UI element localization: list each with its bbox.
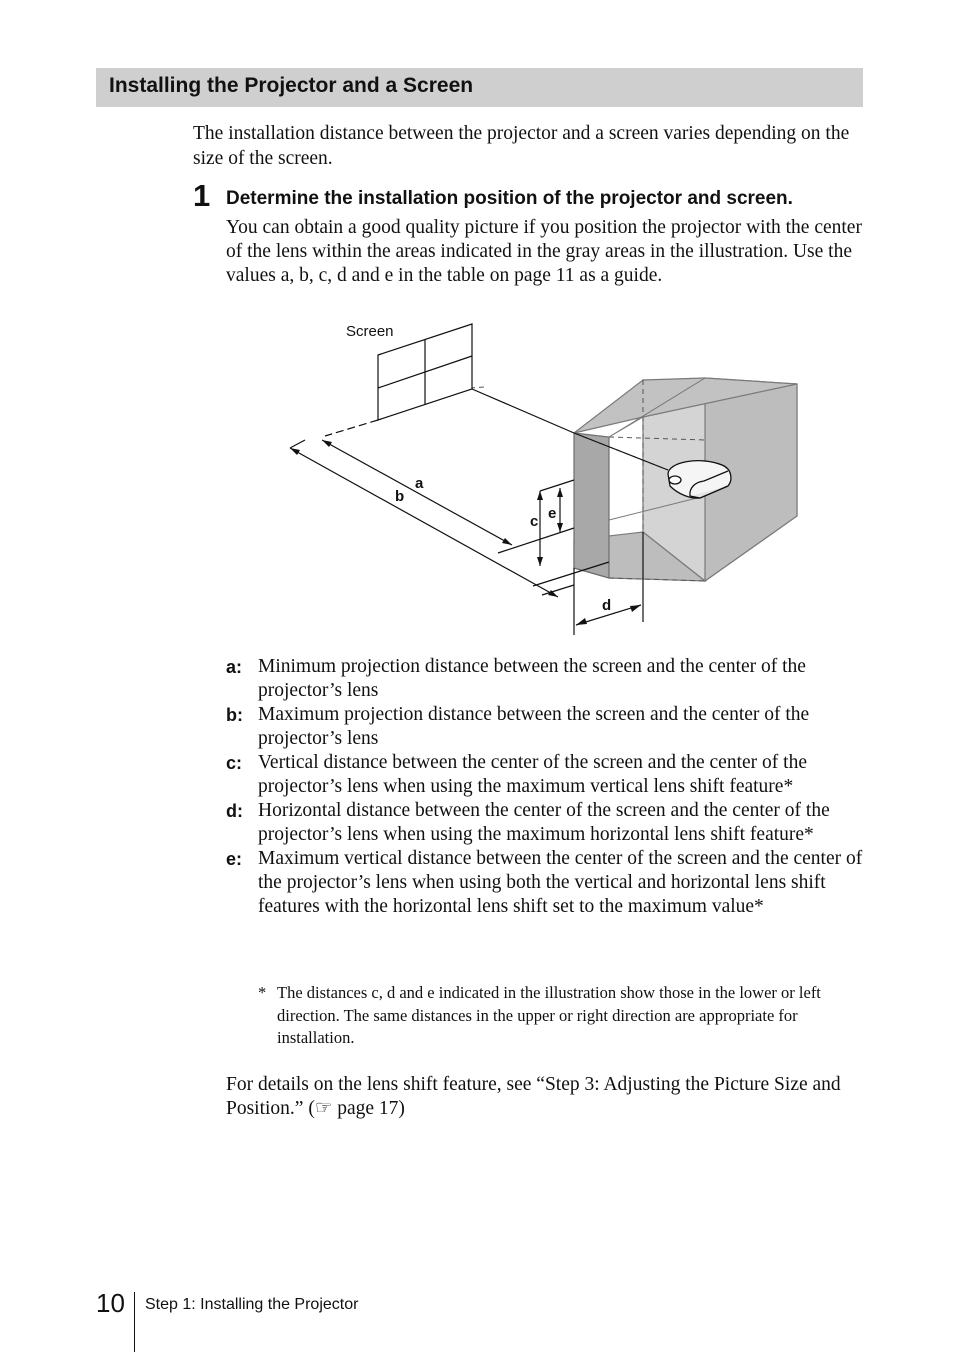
definition-key: b: bbox=[226, 705, 243, 725]
definition-text: Minimum projection distance between the screen and the center of the projector’s lens bbox=[258, 656, 806, 701]
section-title: Installing the Projector and a Screen bbox=[109, 74, 474, 97]
label-c: c bbox=[530, 513, 539, 530]
step-number: 1 bbox=[193, 178, 211, 213]
definition-key: c: bbox=[226, 753, 243, 773]
definition-key: d: bbox=[226, 801, 243, 821]
definition-key: e: bbox=[226, 849, 243, 869]
intro-paragraph: The installation distance between the projector and a screen varies depending on the size of the screen. bbox=[193, 123, 850, 169]
lens-shift-reference: For details on the lens shift feature, see “Step 3: Adjusting the Picture Size and Position.” (☞ page 17) bbox=[226, 1074, 841, 1119]
label-b: b bbox=[395, 488, 405, 505]
footer-divider bbox=[134, 1292, 135, 1352]
footer-chapter: Step 1: Installing the Projector bbox=[145, 1296, 359, 1313]
definition-text: Maximum projection distance between the screen and the center of the projector’s lens bbox=[258, 704, 810, 749]
label-e: e bbox=[548, 505, 557, 522]
definition-key: a: bbox=[226, 657, 243, 677]
definition-b bbox=[226, 703, 866, 751]
footnote bbox=[258, 982, 868, 1050]
page-number: 10 bbox=[96, 1288, 125, 1318]
label-d: d bbox=[602, 597, 612, 614]
screen-label: Screen bbox=[346, 323, 394, 340]
label-a: a bbox=[415, 475, 424, 492]
footnote-text: The distances c, d and e indicated in the illustration show those in the lower or left direction. The same distances in the upper or right direction are appropriate for installation. bbox=[277, 983, 821, 1047]
section-header-bar bbox=[96, 68, 863, 107]
definition-e bbox=[226, 847, 866, 919]
definition-text: Horizontal distance between the center of the screen and the center of the projector’s lens when using the maximum horizontal lens shift feature* bbox=[258, 800, 830, 845]
definition-text: Vertical distance between the center of the screen and the center of the projector’s lens when using the maximum vertical lens shift feature* bbox=[258, 752, 807, 797]
step-title: Determine the installation position of the projector and screen. bbox=[226, 188, 793, 209]
step-body: You can obtain a good quality picture if you position the projector with the center of the lens within the areas indicated in the gray areas in the illustration. Use the values a, b, c, d and e in the table on page 11 as a guide. bbox=[226, 217, 862, 286]
installation-diagram bbox=[280, 310, 820, 645]
definition-a bbox=[226, 655, 866, 703]
definition-text: Maximum vertical distance between the center of the screen and the center of the projector’s lens when using both the vertical and horizontal lens shift features with the horizontal lens shift set to the maximum value* bbox=[258, 848, 863, 917]
definition-d bbox=[226, 799, 866, 847]
definition-list bbox=[226, 655, 866, 919]
gray-area-front bbox=[574, 433, 609, 578]
definition-c bbox=[226, 751, 866, 799]
footnote-mark: * bbox=[258, 983, 267, 1002]
